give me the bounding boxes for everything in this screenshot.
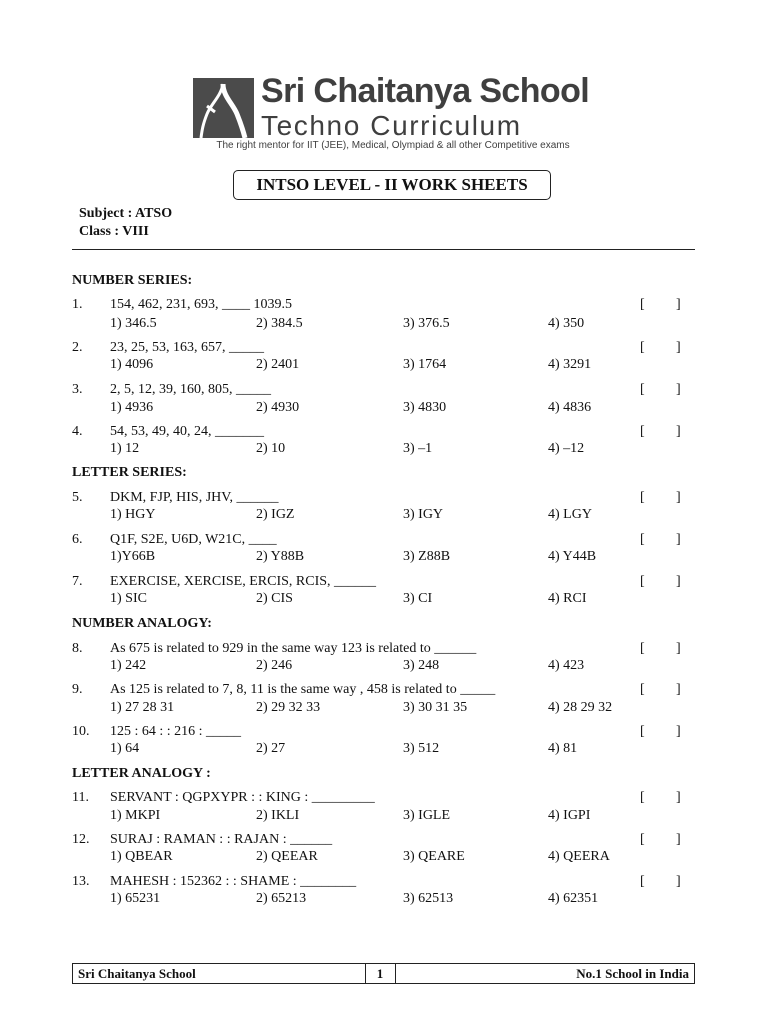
- option-2: 2) 384.5: [256, 316, 303, 331]
- logo-curriculum: Techno Curriculum: [261, 110, 522, 141]
- question-number: 10.: [72, 724, 90, 739]
- option-3: 3) 4830: [403, 400, 447, 415]
- header-divider: [72, 249, 695, 250]
- option-4: 4) 3291: [548, 357, 592, 372]
- logo-school-name: Sri Chaitanya School: [261, 72, 590, 110]
- option-2: 2) QEEAR: [256, 849, 318, 864]
- option-2: 2) Y88B: [256, 549, 305, 564]
- option-1: 1) 65231: [110, 891, 161, 906]
- option-1: 1) SIC: [110, 591, 147, 606]
- question-text: As 125 is related to 7, 8, 11 is the same way , 458 is related to _____: [110, 682, 496, 697]
- option-1: 1) HGY: [110, 507, 156, 522]
- question-number: 3.: [72, 382, 83, 397]
- question-text: As 675 is related to 929 in the same way 123 is related to ______: [110, 641, 477, 656]
- option-2: 2) 4930: [256, 400, 300, 415]
- question-number: 5.: [72, 490, 83, 505]
- option-4: 4) 350: [548, 316, 585, 331]
- question-text: DKM, FJP, HIS, JHV, ______: [110, 490, 279, 505]
- option-4: 4) QEERA: [548, 849, 610, 864]
- footer-slogan: No.1 School in India: [576, 966, 689, 981]
- footer-divider: [365, 964, 366, 983]
- option-3: 3) IGY: [403, 507, 444, 522]
- option-3: 3) –1: [403, 441, 433, 456]
- option-3: 3) 248: [403, 658, 440, 673]
- option-3: 3) 62513: [403, 891, 454, 906]
- option-4: 4) 81: [548, 741, 578, 756]
- option-1: 1) MKPI: [110, 808, 161, 823]
- logo-road-icon: [193, 78, 254, 138]
- question-text: MAHESH : 152362 : : SHAME : ________: [110, 874, 357, 889]
- option-2: 2) 29 32 33: [256, 700, 321, 715]
- option-1: 1) 4096: [110, 357, 154, 372]
- logo-tagline: The right mentor for IIT (JEE), Medical, Olympiad & all other Competitive exams: [216, 140, 570, 151]
- question-text: 125 : 64 : : 216 : _____: [110, 724, 242, 739]
- option-1: 1) 12: [110, 441, 140, 456]
- option-2: 2) 10: [256, 441, 286, 456]
- question-number: 13.: [72, 874, 90, 889]
- option-3: 3) CI: [403, 591, 433, 606]
- question-number: 6.: [72, 532, 83, 547]
- option-4: 4) IGPI: [548, 808, 591, 823]
- option-3: 3) 30 31 35: [403, 700, 468, 715]
- subject-label: Subject : ATSO: [79, 206, 173, 221]
- footer-divider: [395, 964, 396, 983]
- question-number: 1.: [72, 297, 83, 312]
- worksheet-title: INTSO LEVEL - II WORK SHEETS: [233, 170, 551, 200]
- option-1: 1) 64: [110, 741, 140, 756]
- question-number: 8.: [72, 641, 83, 656]
- option-3: 3) 376.5: [403, 316, 450, 331]
- option-4: 4) LGY: [548, 507, 592, 522]
- option-3: 3) QEARE: [403, 849, 465, 864]
- option-2: 2) 27: [256, 741, 286, 756]
- option-4: 4) 62351: [548, 891, 599, 906]
- option-3: 3) IGLE: [403, 808, 451, 823]
- option-3: 3) 512: [403, 741, 440, 756]
- option-4: 4) 423: [548, 658, 585, 673]
- option-2: 2) 246: [256, 658, 293, 673]
- question-number: 7.: [72, 574, 83, 589]
- option-1: 1) QBEAR: [110, 849, 173, 864]
- section-letter-analogy: LETTER ANALOGY :: [72, 766, 211, 781]
- option-1: 1)Y66B: [110, 549, 156, 564]
- option-2: 2) 2401: [256, 357, 300, 372]
- option-2: 2) IKLI: [256, 808, 300, 823]
- option-4: 4) RCI: [548, 591, 587, 606]
- school-logo: [193, 72, 593, 153]
- question-number: 2.: [72, 340, 83, 355]
- question-text: EXERCISE, XERCISE, ERCIS, RCIS, ______: [110, 574, 377, 589]
- section-number-analogy: NUMBER ANALOGY:: [72, 616, 212, 631]
- question-text: SURAJ : RAMAN : : RAJAN : ______: [110, 832, 333, 847]
- option-4: 4) Y44B: [548, 549, 597, 564]
- section-number-series: NUMBER SERIES:: [72, 273, 193, 288]
- option-1: 1) 242: [110, 658, 147, 673]
- option-4: 4) –12: [548, 441, 585, 456]
- question-text: SERVANT : QGPXYPR : : KING : _________: [110, 790, 375, 805]
- question-number: 9.: [72, 682, 83, 697]
- option-1: 1) 4936: [110, 400, 154, 415]
- question-text: 23, 25, 53, 163, 657, _____: [110, 340, 264, 355]
- class-label: Class : VIII: [79, 224, 149, 239]
- option-4: 4) 4836: [548, 400, 592, 415]
- option-1: 1) 346.5: [110, 316, 157, 331]
- option-2: 2) CIS: [256, 591, 293, 606]
- question-number: 4.: [72, 424, 83, 439]
- option-4: 4) 28 29 32: [548, 700, 613, 715]
- option-1: 1) 27 28 31: [110, 700, 175, 715]
- option-3: 3) Z88B: [403, 549, 451, 564]
- question-text: Q1F, S2E, U6D, W21C, ____: [110, 532, 277, 547]
- page-number: 1: [376, 966, 384, 981]
- question-text: 2, 5, 12, 39, 160, 805, _____: [110, 382, 271, 397]
- footer-school-name: Sri Chaitanya School: [78, 966, 196, 981]
- question-text: 54, 53, 49, 40, 24, _______: [110, 424, 264, 439]
- question-number: 11.: [72, 790, 89, 805]
- page-footer: [72, 963, 695, 984]
- question-number: 12.: [72, 832, 90, 847]
- section-letter-series: LETTER SERIES:: [72, 465, 187, 480]
- question-text: 154, 462, 231, 693, ____ 1039.5: [110, 297, 292, 312]
- option-2: 2) IGZ: [256, 507, 295, 522]
- option-2: 2) 65213: [256, 891, 307, 906]
- option-3: 3) 1764: [403, 357, 447, 372]
